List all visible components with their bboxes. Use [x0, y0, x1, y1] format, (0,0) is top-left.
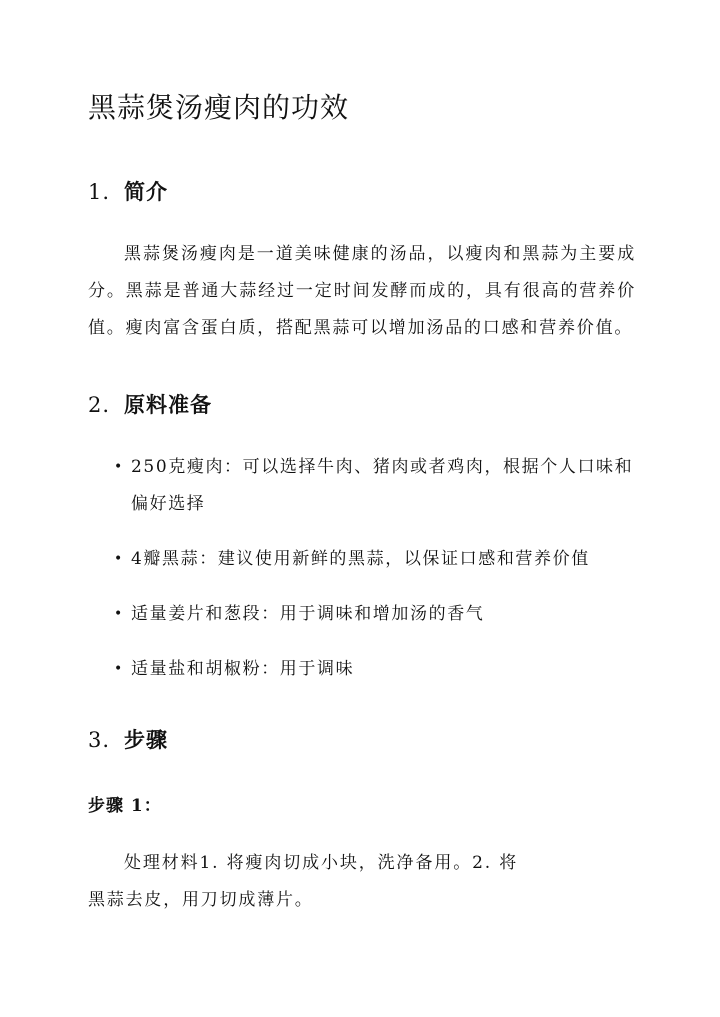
- bullet-icon: •: [114, 606, 124, 622]
- step-paragraph: 处理材料1. 将瘦肉切成小块，洗净备用。2. 将黑蒜去皮，用刀切成薄片。: [88, 853, 518, 910]
- list-item: [88, 596, 636, 633]
- bullet-icon: •: [114, 459, 124, 475]
- section-number: 2.: [88, 393, 111, 417]
- bullet-icon: •: [114, 661, 124, 677]
- list-item: [88, 449, 636, 523]
- section-title: 原料准备: [124, 392, 213, 417]
- section-heading-ingredients: [88, 389, 212, 419]
- ingredient-list: [88, 449, 636, 688]
- list-item-text: 4瓣黑蒜：建议使用新鲜的黑蒜，以保证口感和营养价值: [131, 549, 590, 569]
- list-item: [88, 541, 636, 578]
- list-item-text: 250克瘦肉：可以选择牛肉、猪肉或者鸡肉，根据个人口味和偏好选择: [131, 457, 634, 514]
- document-title: 黑蒜煲汤瘦肉的功效: [88, 91, 350, 124]
- list-item: [88, 651, 636, 688]
- section-number: 1.: [88, 180, 111, 204]
- list-item-text: 适量盐和胡椒粉：用于调味: [131, 659, 355, 679]
- intro-paragraph: 黑蒜煲汤瘦肉是一道美味健康的汤品，以瘦肉和黑蒜为主要成分。黑蒜是普通大蒜经过一定时间发酵而成的，具有很高的营养价值。瘦肉富含蛋白质，搭配黑蒜可以增加汤品的口感和营养价值。: [88, 244, 636, 338]
- step-heading: 步骤 1：: [88, 796, 162, 816]
- section-number: 3.: [88, 728, 111, 752]
- section-heading-intro: [88, 176, 168, 206]
- list-item-text: 适量姜片和葱段：用于调味和增加汤的香气: [131, 604, 485, 624]
- section-title: 步骤: [124, 727, 169, 752]
- section-heading-steps: [88, 724, 168, 754]
- bullet-icon: •: [114, 551, 124, 567]
- section-title: 简介: [124, 179, 169, 204]
